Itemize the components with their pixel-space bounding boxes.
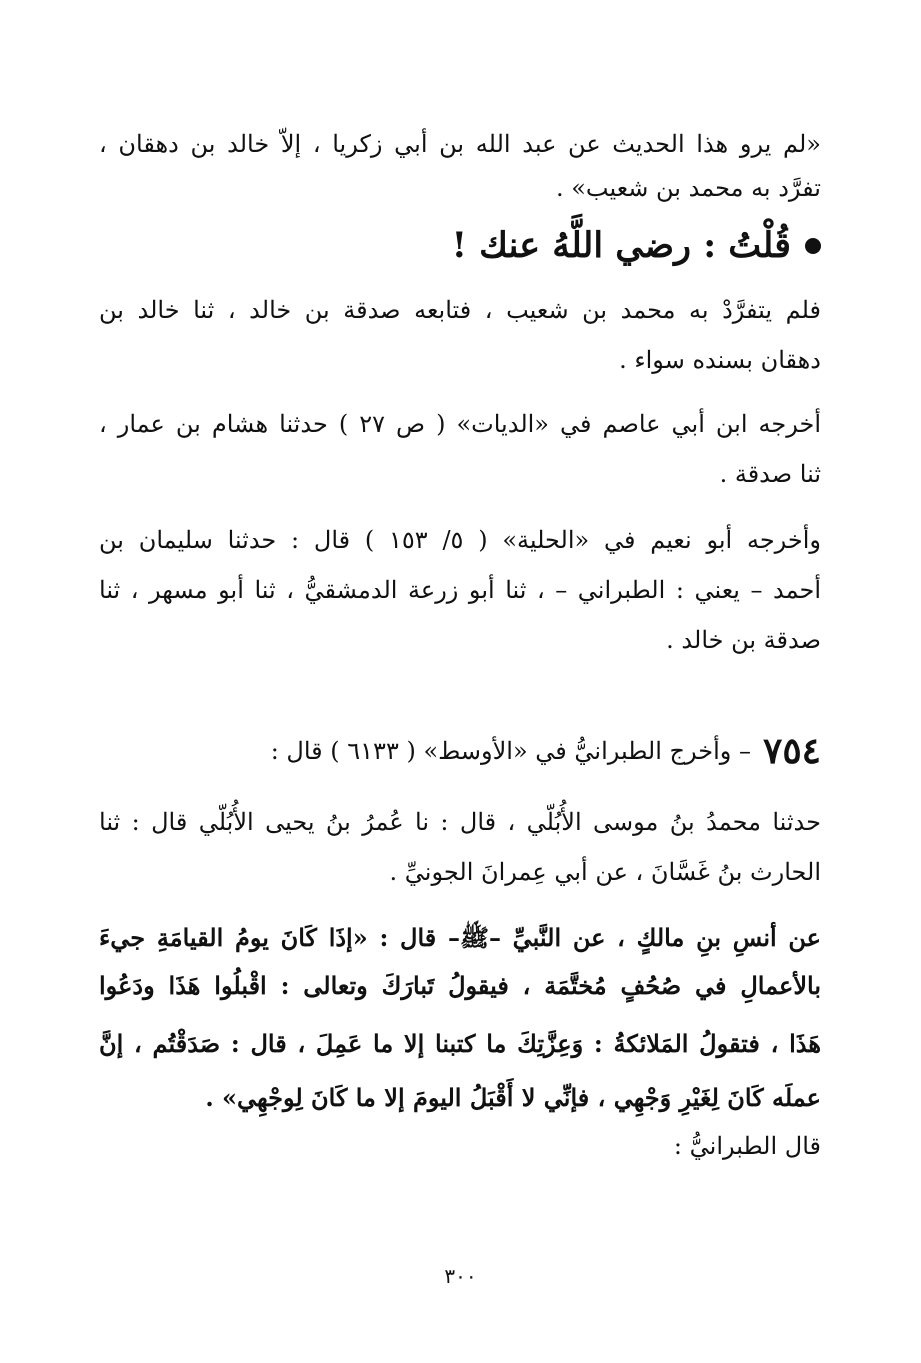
text-line: أحمد – يعني : الطبراني – ، ثنا أبو زرعة الدمشقيُّ ، ثنا أبو مسهر ، ثنا xyxy=(99,576,821,604)
bullet-icon xyxy=(805,238,821,254)
text-line: صدقة بن خالد . xyxy=(666,626,821,654)
hadith-intro: – وأخرج الطبرانيُّ في «الأوسط» ( ٦١٣٣ ) قال : xyxy=(270,737,751,765)
hadith-number: ٧٥٤ xyxy=(762,730,821,772)
section-heading xyxy=(452,218,821,274)
text-line: وأخرجه أبو نعيم في «الحلية» ( ٥/ ١٥٣ ) قال : حدثنا سليمان بن xyxy=(99,526,822,554)
hadith-header xyxy=(271,729,821,773)
isnad-line: حدثنا محمدُ بنُ موسى الأُبُلّي ، قال : نا عُمرُ بنُ يحيى الأُبُلّي قال : ثنا xyxy=(99,808,821,836)
text-line: فلم يتفرَّدْ به محمد بن شعيب ، فتابعه صدقة بن خالد ، ثنا خالد بن xyxy=(99,296,821,324)
text-line: تفرَّد به محمد بن شعيب» . xyxy=(555,174,821,202)
text-line: «لم يرو هذا الحديث عن عبد الله بن أبي زكريا ، إلاّ خالد بن دهقان ، xyxy=(99,130,821,158)
matn-line: عملَه كَانَ لِغَيْرِ وَجْهِي ، فإنِّي لا أَقْبَلُ اليومَ إلا ما كَانَ لِوجْهِي» . xyxy=(205,1083,821,1112)
heading-text: قُلْتُ : رضي اللَّهُ عنك ! xyxy=(451,225,791,266)
matn-line: بالأعمالِ في صُحُفٍ مُختَّمَة ، فيقولُ تَبارَكَ وتعالى : اقْبلُوا هَذَا ودَعُوا xyxy=(99,971,821,1000)
text-line: ثنا صدقة . xyxy=(719,460,821,488)
isnad-line: الحارث بنُ غَسَّانَ ، عن أبي عِمرانَ الجونيِّ . xyxy=(389,858,821,886)
text-line: أخرجه ابن أبي عاصم في «الديات» ( ص ٢٧ ) حدثنا هشام بن عمار ، xyxy=(99,410,821,438)
matn-line: هَذَا ، فتقولُ المَلائكةُ : وَعِزَّتِكَ ما كتبنا إلا ما عَمِلَ ، قال : صَدَقْتُم ، إنَّ xyxy=(99,1029,821,1058)
closing-line: قال الطبرانيُّ : xyxy=(673,1132,821,1160)
text-line: دهقان بسنده سواء . xyxy=(619,346,821,374)
matn-line: عن أنسِ بنِ مالكٍ ، عن النَّبيِّ –ﷺ– قال : «إذَا كَانَ يومُ القيامَةِ جيءَ xyxy=(99,923,821,952)
page-number: ٣٠٠ xyxy=(444,1264,477,1288)
